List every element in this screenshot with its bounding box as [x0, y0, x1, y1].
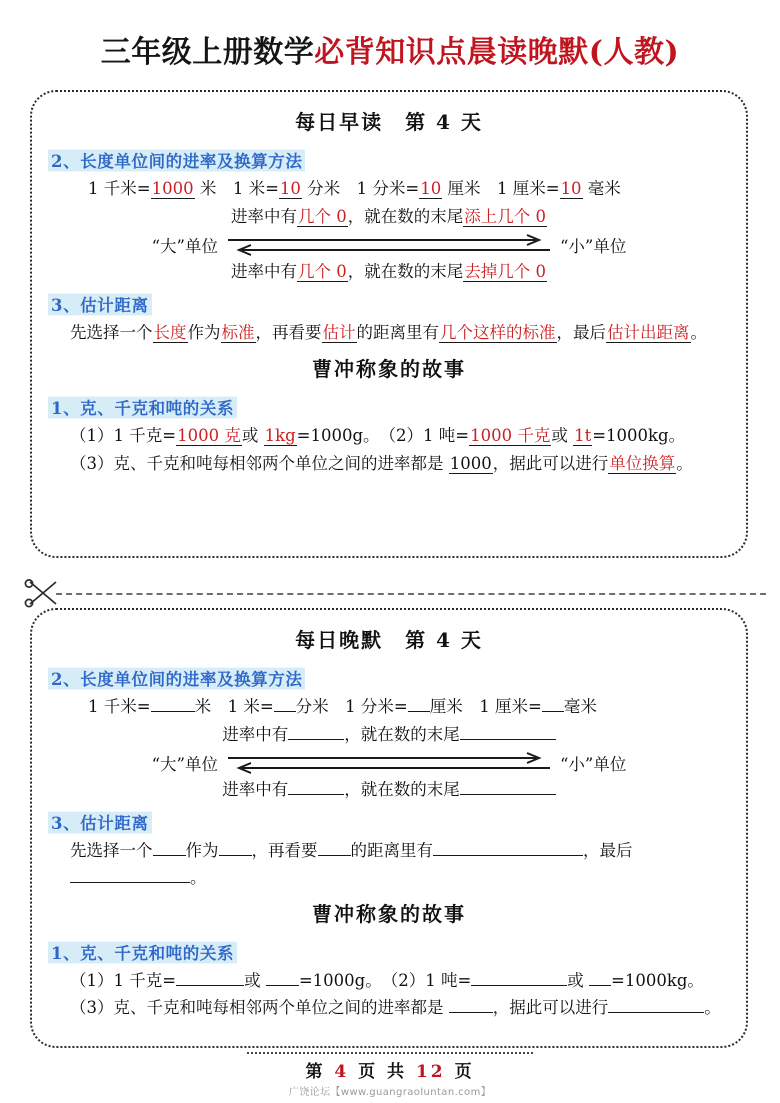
morning-estimate-text: [46, 320, 732, 347]
e-w3-text-1: （3）克、千克和吨每相邻两个单位之间的进率都是: [70, 998, 449, 1018]
e-est-text-1: 先选择一个: [70, 841, 153, 861]
page-suffix: 页: [454, 1062, 475, 1082]
double-arrow-svg: [224, 234, 554, 256]
e-est-blank-2[interactable]: [219, 839, 252, 856]
rule-down-text-1: 进率中有: [231, 206, 297, 226]
e-rule-down-blank-2[interactable]: [460, 723, 556, 740]
w3-answer-2: 单位换算: [609, 453, 676, 473]
e-est-text-4: 的距离里有: [350, 841, 433, 861]
w1-text-5: =1000kg。: [592, 425, 686, 445]
e-rule-up-text-2: ，就在数的末尾: [344, 780, 460, 800]
e-rule-up-text-1: 进率中有: [222, 780, 289, 800]
w3-answer-1: 1000: [449, 453, 492, 473]
rule-up-text-2: ，就在数的末尾: [347, 262, 464, 282]
evening-dictation-card: [30, 608, 748, 1048]
e-rule-down-blank-1[interactable]: [288, 723, 344, 740]
page-title-black: 三年级上册数学: [100, 35, 315, 70]
total-page-number: 12: [415, 1062, 446, 1082]
e-w1-text-2: 或: [244, 970, 266, 990]
w1-answer-1: 1000 克: [177, 425, 241, 445]
page-title-red: 必背知识点晨读晚默(人教): [314, 35, 680, 70]
evening-arrow-right-label: “小”单位: [560, 755, 627, 775]
evening-weight-item-1: [46, 968, 732, 995]
morning-section-3-heading: 3、估计距离: [48, 291, 152, 317]
evening-section-2: [46, 661, 732, 804]
rule-up-answer-1: 几个 0: [298, 262, 347, 282]
e-conv-text-1: 1 千米=: [88, 697, 151, 716]
est-answer-1: 长度: [153, 323, 187, 343]
evening-section-3-heading: 3、估计距离: [48, 809, 152, 835]
cut-dashed-line: [56, 593, 766, 595]
evening-unit-arrow-diagram: [46, 751, 732, 775]
morning-unit-arrow-diagram: [46, 233, 732, 257]
w1-answer-4: 1t: [574, 425, 592, 445]
double-arrow-icon: [224, 234, 554, 256]
e-rule-down-text-1: 进率中有: [222, 724, 289, 744]
page-prefix: 第: [305, 1062, 326, 1082]
morning-section-3: [46, 287, 732, 347]
e-w1-text-3: =1000g。 （2）1 吨=: [298, 970, 472, 990]
e-conv-blank-2[interactable]: [274, 695, 296, 712]
cut-divider: [0, 578, 780, 608]
double-arrow-svg: [224, 752, 554, 774]
e-conv-text-4: 厘米 1 厘米=: [429, 697, 542, 716]
e-w1-text-4: 或: [567, 970, 590, 990]
w1-answer-2: 1kg: [264, 425, 296, 445]
e-est-blank-5[interactable]: [70, 866, 190, 883]
morning-section-2-heading: 2、长度单位间的进率及换算方法: [48, 147, 305, 173]
evening-weight-item-3: [46, 995, 732, 1022]
evening-section-2-heading: 2、长度单位间的进率及换算方法: [48, 665, 305, 691]
double-arrow-icon: [224, 752, 554, 774]
rule-down-answer-1: 几个 0: [298, 206, 347, 226]
e-w1-blank-2[interactable]: [266, 969, 299, 986]
footer-dotted-rule: [247, 1052, 533, 1054]
e-rule-up-blank-2[interactable]: [460, 779, 556, 796]
est-answer-2: 标准: [221, 323, 255, 343]
e-conv-blank-4[interactable]: [542, 695, 564, 712]
morning-reading-card: [30, 90, 748, 558]
e-conv-text-2: 米 1 米=: [194, 697, 274, 716]
e-est-text-2: 作为: [185, 841, 219, 861]
page-number-indicator: [0, 1057, 780, 1082]
e-w3-blank-2[interactable]: [608, 997, 704, 1014]
e-conv-blank-3[interactable]: [408, 695, 430, 712]
morning-section-1-heading: 1、克、千克和吨的关系: [48, 394, 237, 420]
conv-text-3: 分米 1 分米=: [301, 179, 420, 198]
conv-answer-2: 10: [279, 179, 301, 198]
morning-arrow-left-label: “大”单位: [151, 237, 218, 257]
e-w3-blank-1[interactable]: [449, 997, 493, 1014]
e-est-blank-4[interactable]: [433, 839, 583, 856]
morning-story-heading: 曹冲称象的故事: [312, 356, 466, 381]
rule-down-text-2: ，就在数的末尾: [347, 206, 464, 226]
est-answer-3: 估计: [322, 323, 356, 343]
w1-text-1: （1）1 千克=: [70, 425, 177, 445]
w1-answer-3: 1000 千克: [470, 425, 551, 445]
evening-section-3: [46, 805, 732, 891]
morning-arrow-right-label: “小”单位: [560, 237, 627, 257]
e-conv-blank-1[interactable]: [151, 695, 195, 712]
e-w3-text-2: ，据此可以进行: [492, 998, 609, 1018]
w3-text-1: （3）克、千克和吨每相邻两个单位之间的进率都是: [70, 453, 449, 473]
e-rule-down-text-2: ，就在数的末尾: [344, 724, 460, 744]
conv-answer-4: 10: [560, 179, 582, 198]
est-text-1: 先选择一个: [70, 323, 153, 343]
conv-answer-1: 1000: [151, 179, 194, 198]
evening-section-1-heading: 1、克、千克和吨的关系: [48, 939, 237, 965]
w3-text-2: ，据此可以进行: [492, 453, 609, 473]
est-answer-4: 几个这样的标准: [440, 323, 556, 343]
e-est-text-3: ，再看要: [251, 841, 318, 861]
rule-up-answer-2: 去掉几个 0: [464, 262, 546, 282]
conv-text-2: 米 1 米=: [194, 179, 279, 198]
e-w3-text-3: 。: [704, 998, 721, 1018]
e-est-text-6: 。: [190, 867, 207, 887]
evening-card-title: 每日晚默 第 4 天: [295, 628, 483, 652]
e-w1-text-5: =1000kg。: [611, 970, 704, 990]
morning-rule-up-line: [46, 259, 732, 286]
morning-card-title: 每日早读 第 4 天: [295, 110, 483, 134]
e-est-blank-1[interactable]: [153, 839, 186, 856]
conv-text-1: 1 千米=: [88, 179, 151, 198]
morning-rule-down-line: [46, 204, 732, 231]
evening-estimate-text: [46, 838, 732, 891]
morning-section-2: [46, 143, 732, 286]
watermark-text: 广饶论坛【www.guangraoluntan.com】: [288, 1087, 492, 1098]
conv-text-5: 毫米: [582, 179, 621, 198]
e-w1-blank-4[interactable]: [589, 969, 611, 986]
w1-text-4: 或: [551, 425, 574, 445]
est-text-2: 作为: [187, 323, 221, 343]
page-title: [0, 0, 780, 68]
conv-answer-3: 10: [420, 179, 442, 198]
est-text-5: ，最后: [556, 323, 606, 343]
rule-down-answer-2: 添上几个 0: [464, 206, 546, 226]
e-est-blank-3[interactable]: [318, 839, 351, 856]
w3-text-3: 。: [676, 453, 693, 473]
est-text-6: 。: [690, 323, 707, 343]
e-w1-text-1: （1）1 千克=: [70, 970, 177, 990]
evening-rule-up-line: [46, 777, 732, 804]
e-est-text-5: ，最后: [583, 841, 633, 861]
est-text-3: ，再看要: [255, 323, 322, 343]
evening-section-1: [46, 935, 732, 1022]
morning-length-conversion-line: [46, 176, 732, 203]
e-conv-text-5: 毫米: [563, 697, 597, 716]
morning-weight-item-1: [46, 423, 732, 450]
page-footer: [0, 1052, 780, 1098]
est-answer-5: 估计出距离: [607, 323, 690, 343]
rule-up-text-1: 进率中有: [231, 262, 297, 282]
e-conv-text-3: 分米 1 分米=: [295, 697, 408, 716]
evening-story-heading: 曹冲称象的故事: [312, 901, 466, 926]
conv-text-4: 厘米 1 厘米=: [442, 179, 560, 198]
page-middle: 页 共: [358, 1062, 408, 1082]
w1-text-2: 或: [241, 425, 264, 445]
scissors-icon: [24, 578, 62, 610]
e-rule-up-blank-1[interactable]: [288, 779, 344, 796]
e-w1-blank-1[interactable]: [176, 969, 244, 986]
current-page-number: 4: [334, 1062, 350, 1082]
evening-rule-down-line: [46, 722, 732, 749]
morning-section-1: [46, 390, 732, 477]
est-text-4: 的距离里有: [356, 323, 439, 343]
evening-arrow-left-label: “大”单位: [151, 755, 218, 775]
evening-length-conversion-line: [46, 694, 732, 721]
morning-weight-item-3: [46, 451, 732, 478]
w1-text-3: =1000g。 （2）1 吨=: [296, 425, 470, 445]
e-w1-blank-3[interactable]: [471, 969, 567, 986]
